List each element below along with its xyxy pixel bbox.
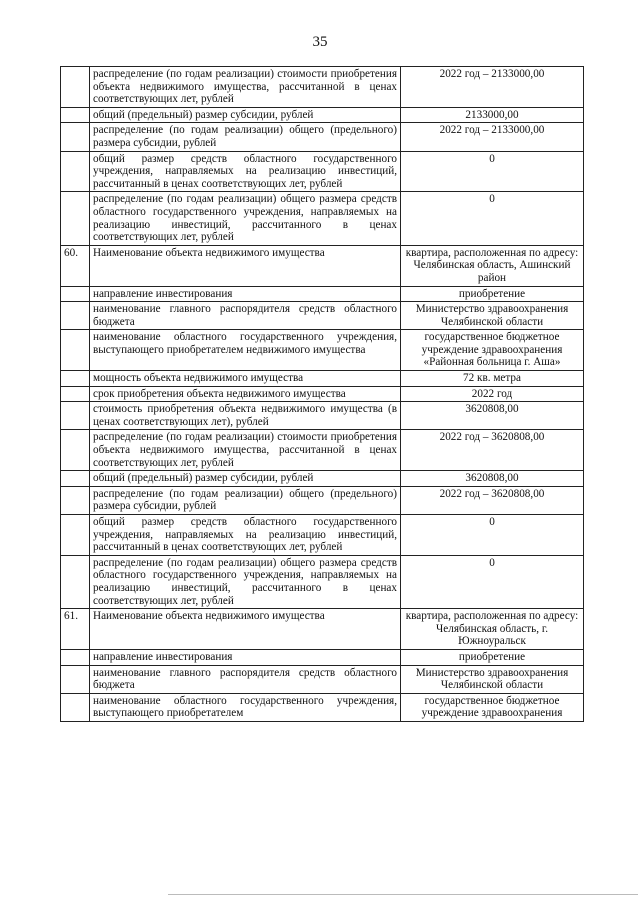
parameter-value-cell: 2022 год – 3620808,00 xyxy=(401,430,584,471)
parameter-name-cell: общий (предельный) размер субсидии, рублей xyxy=(90,107,401,123)
parameter-name-cell: распределение (по годам реализации) общего размера средств областного государственного учреждения, направляемых на реализацию инвестиций, рассчитанного в ценах соответствующих лет, рублей xyxy=(90,555,401,608)
row-number-cell xyxy=(61,302,90,330)
row-number-cell xyxy=(61,386,90,402)
row-number-cell: 60. xyxy=(61,245,90,286)
parameter-name-cell: наименование областного государственного учреждения, выступающего приобретателем xyxy=(90,693,401,721)
parameter-value-cell: 2022 год – 2133000,00 xyxy=(401,67,584,108)
parameter-value-cell: 3620808,00 xyxy=(401,471,584,487)
table-body xyxy=(61,67,584,722)
table-row xyxy=(61,192,584,245)
table-row xyxy=(61,430,584,471)
table-row xyxy=(61,245,584,286)
parameter-value-cell: приобретение xyxy=(401,649,584,665)
row-number-cell xyxy=(61,286,90,302)
parameter-name-cell: наименование областного государственного учреждения, выступающего приобретателем недвижимого имущества xyxy=(90,330,401,371)
parameter-name-cell: направление инвестирования xyxy=(90,286,401,302)
investment-objects-table xyxy=(60,66,584,722)
table-row xyxy=(61,515,584,556)
row-number-cell xyxy=(61,151,90,192)
parameter-name-cell: распределение (по годам реализации) общего (предельного) размера субсидии, рублей xyxy=(90,486,401,514)
table-row xyxy=(61,151,584,192)
row-number-cell xyxy=(61,486,90,514)
table-row xyxy=(61,693,584,721)
parameter-value-cell: 0 xyxy=(401,515,584,556)
table-row xyxy=(61,123,584,151)
parameter-value-cell: Министерство здравоохранения Челябинской области xyxy=(401,302,584,330)
parameter-name-cell: наименование главного распорядителя средств областного бюджета xyxy=(90,302,401,330)
parameter-value-cell: 2022 год – 3620808,00 xyxy=(401,486,584,514)
parameter-value-cell: государственное бюджетное учреждение здравоохранения «Районная больница г. Аша» xyxy=(401,330,584,371)
parameter-value-cell: 0 xyxy=(401,192,584,245)
table-row xyxy=(61,665,584,693)
row-number-cell xyxy=(61,67,90,108)
row-number-cell xyxy=(61,330,90,371)
table-row xyxy=(61,386,584,402)
parameter-name-cell: Наименование объекта недвижимого имущества xyxy=(90,245,401,286)
parameter-value-cell: квартира, расположенная по адресу: Челябинская область, г. Южноуральск xyxy=(401,609,584,650)
table-row xyxy=(61,371,584,387)
row-number-cell xyxy=(61,192,90,245)
parameter-value-cell: приобретение xyxy=(401,286,584,302)
page-bottom-divider xyxy=(168,894,638,895)
table-row xyxy=(61,302,584,330)
table-row xyxy=(61,402,584,430)
parameter-name-cell: направление инвестирования xyxy=(90,649,401,665)
parameter-value-cell: 0 xyxy=(401,555,584,608)
parameter-value-cell: 2133000,00 xyxy=(401,107,584,123)
row-number-cell xyxy=(61,123,90,151)
row-number-cell xyxy=(61,515,90,556)
row-number-cell xyxy=(61,430,90,471)
parameter-name-cell: общий размер средств областного государственного учреждения, направляемых на реализацию инвестиций, рассчитанный в ценах соответствующих лет, рублей xyxy=(90,515,401,556)
parameter-name-cell: мощность объекта недвижимого имущества xyxy=(90,371,401,387)
parameter-name-cell: стоимость приобретения объекта недвижимого имущества (в ценах соответствующих лет), рублей xyxy=(90,402,401,430)
parameter-name-cell: распределение (по годам реализации) стоимости приобретения объекта недвижимого имущества, рассчитанной в ценах соответствующих лет, рублей xyxy=(90,67,401,108)
parameter-name-cell: Наименование объекта недвижимого имущества xyxy=(90,609,401,650)
table-row xyxy=(61,107,584,123)
table-row xyxy=(61,67,584,108)
row-number-cell xyxy=(61,371,90,387)
parameter-name-cell: срок приобретения объекта недвижимого имущества xyxy=(90,386,401,402)
row-number-cell xyxy=(61,107,90,123)
parameter-value-cell: 2022 год xyxy=(401,386,584,402)
page-number: 35 xyxy=(312,34,328,50)
row-number-cell xyxy=(61,649,90,665)
parameter-value-cell: 72 кв. метра xyxy=(401,371,584,387)
table-row xyxy=(61,286,584,302)
table-row xyxy=(61,486,584,514)
parameter-name-cell: распределение (по годам реализации) стоимости приобретения объекта недвижимого имущества, рассчитанной в ценах соответствующих лет, рублей xyxy=(90,430,401,471)
row-number-cell xyxy=(61,693,90,721)
row-number-cell xyxy=(61,665,90,693)
parameter-value-cell: квартира, расположенная по адресу: Челябинская область, Ашинский район xyxy=(401,245,584,286)
parameter-value-cell: 0 xyxy=(401,151,584,192)
table-row xyxy=(61,609,584,650)
parameter-name-cell: общий размер средств областного государственного учреждения, направляемых на реализацию инвестиций, рассчитанный в ценах соответствующих лет, рублей xyxy=(90,151,401,192)
table-row xyxy=(61,649,584,665)
parameter-value-cell: Министерство здравоохранения Челябинской области xyxy=(401,665,584,693)
parameter-value-cell: 3620808,00 xyxy=(401,402,584,430)
table-row xyxy=(61,471,584,487)
parameter-value-cell: государственное бюджетное учреждение здравоохранения xyxy=(401,693,584,721)
parameter-value-cell: 2022 год – 2133000,00 xyxy=(401,123,584,151)
row-number-cell xyxy=(61,402,90,430)
row-number-cell: 61. xyxy=(61,609,90,650)
parameter-name-cell: распределение (по годам реализации) общего размера средств областного государственного учреждения, направляемых на реализацию инвестиций, рассчитанного в ценах соответствующих лет, рублей xyxy=(90,192,401,245)
parameter-name-cell: общий (предельный) размер субсидии, рублей xyxy=(90,471,401,487)
row-number-cell xyxy=(61,471,90,487)
row-number-cell xyxy=(61,555,90,608)
parameter-name-cell: наименование главного распорядителя средств областного бюджета xyxy=(90,665,401,693)
table-row xyxy=(61,330,584,371)
parameter-name-cell: распределение (по годам реализации) общего (предельного) размера субсидии, рублей xyxy=(90,123,401,151)
table-row xyxy=(61,555,584,608)
